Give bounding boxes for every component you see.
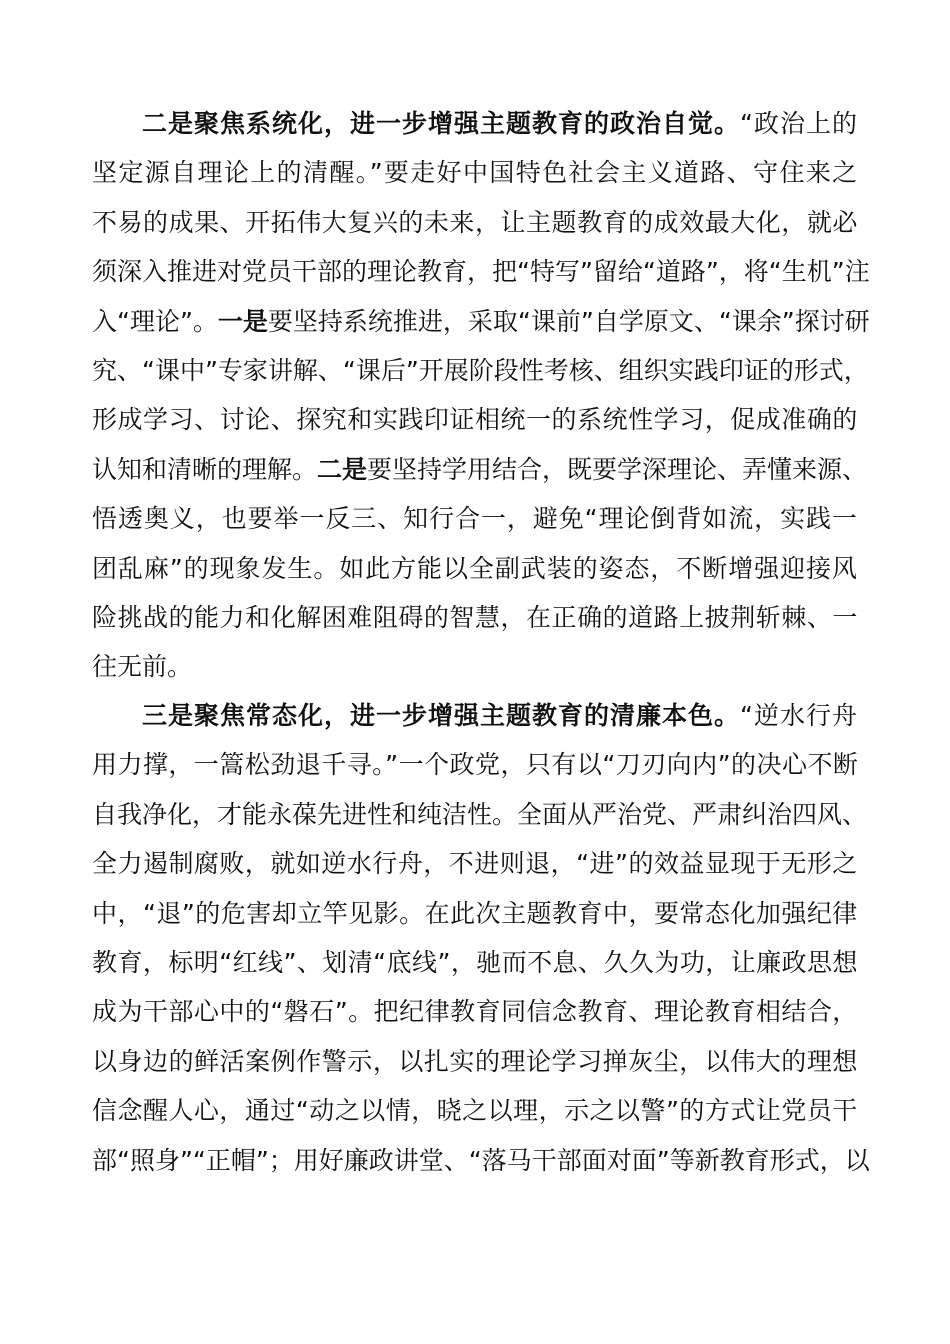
text-line (92, 943, 858, 983)
text-line (92, 302, 870, 342)
text-line (92, 549, 858, 589)
body-text: 用力撑，一篙松劲退千寻。”一个政党，只有以“刀刃向内”的决心不断 (92, 750, 859, 779)
text-line (92, 598, 858, 638)
text-line (142, 696, 858, 736)
body-text: 部“照身”“正帽”；用好廉政讲堂、“落马干部面对面”等新教育形式，以 (92, 1146, 870, 1175)
text-line (92, 450, 867, 490)
bold-text: 二是 (317, 455, 368, 484)
body-text: 入“理论”。 (92, 307, 218, 336)
text-line (92, 647, 192, 687)
text-line (92, 1141, 870, 1181)
body-text: 全力遏制腐败，就如逆水行舟，不进则退，“进”的效益显现于无形之 (92, 849, 858, 878)
body-text: 教育，标明“红线”、划清“底线”，驰而不息、久久为功，让廉政思想 (92, 948, 858, 977)
body-text: 须深入推进对党员干部的理论教育，把“特写”留给“道路”，将“生机”注 (92, 257, 870, 286)
body-text: 团乱麻”的现象发生。如此方能以全副武装的姿态，不断增强迎接风 (92, 554, 858, 583)
text-line (92, 1091, 858, 1131)
text-line (92, 499, 858, 539)
body-text: “政治上的 (740, 109, 858, 138)
body-text: 信念醒人心，通过“动之以情，晓之以理，示之以警”的方式让党员干 (92, 1096, 858, 1125)
body-text: 悟透奥义，也要举一反三、知行合一，避免“理论倒背如流，实践一 (92, 504, 858, 533)
text-line (142, 104, 858, 144)
text-line (92, 992, 858, 1032)
text-line (92, 351, 869, 391)
body-text: 形成学习、讨论、探究和实践印证相统一的系统性学习，促成准确的 (92, 405, 858, 434)
text-line (92, 203, 858, 243)
body-text: 要坚持学用结合，既要学深理论、弄懂来源、 (367, 455, 868, 484)
text-line (92, 153, 859, 193)
body-text: 坚定源自理论上的清醒。”要走好中国特色社会主义道路、守住来之 (92, 158, 859, 187)
body-text: 自我净化，才能永葆先进性和纯洁性。全面从严治党、严肃纠治四风、 (92, 800, 868, 829)
body-text: 要坚持系统推进，采取“课前”自学原文、“课余”探讨研 (267, 307, 870, 336)
bold-text: 一是 (217, 307, 268, 336)
body-text: “逆水行舟 (740, 701, 858, 730)
text-line (92, 795, 867, 835)
text-line (92, 844, 858, 884)
body-text: 究、“课中”专家讲解、“课后”开展阶段性考核、组织实践印证的形式， (92, 356, 869, 385)
body-text: 认知和清晰的理解。 (92, 455, 318, 484)
text-line (92, 400, 858, 440)
body-text: 中，“退”的危害却立竿见影。在此次主题教育中，要常态化加强纪律 (92, 899, 858, 928)
text-line (92, 252, 870, 292)
body-text: 不易的成果、开拓伟大复兴的未来，让主题教育的成效最大化，就必 (92, 208, 858, 237)
text-line (92, 894, 858, 934)
text-line (92, 1042, 858, 1082)
body-text: 以身边的鲜活案例作警示，以扎实的理论学习掸灰尘，以伟大的理想 (92, 1047, 858, 1076)
text-line (92, 745, 858, 785)
body-text: 往无前。 (92, 652, 193, 681)
bold-text: 三是聚焦常态化，进一步增强主题教育的清廉本色。 (142, 701, 741, 730)
body-text: 险挑战的能力和化解困难阻碍的智慧，在正确的道路上披荆斩棘、一 (92, 603, 858, 632)
bold-text: 二是聚焦系统化，进一步增强主题教育的政治自觉。 (142, 109, 741, 138)
body-text: 成为干部心中的“磐石”。把纪律教育同信念教育、理论教育相结合， (92, 997, 858, 1026)
